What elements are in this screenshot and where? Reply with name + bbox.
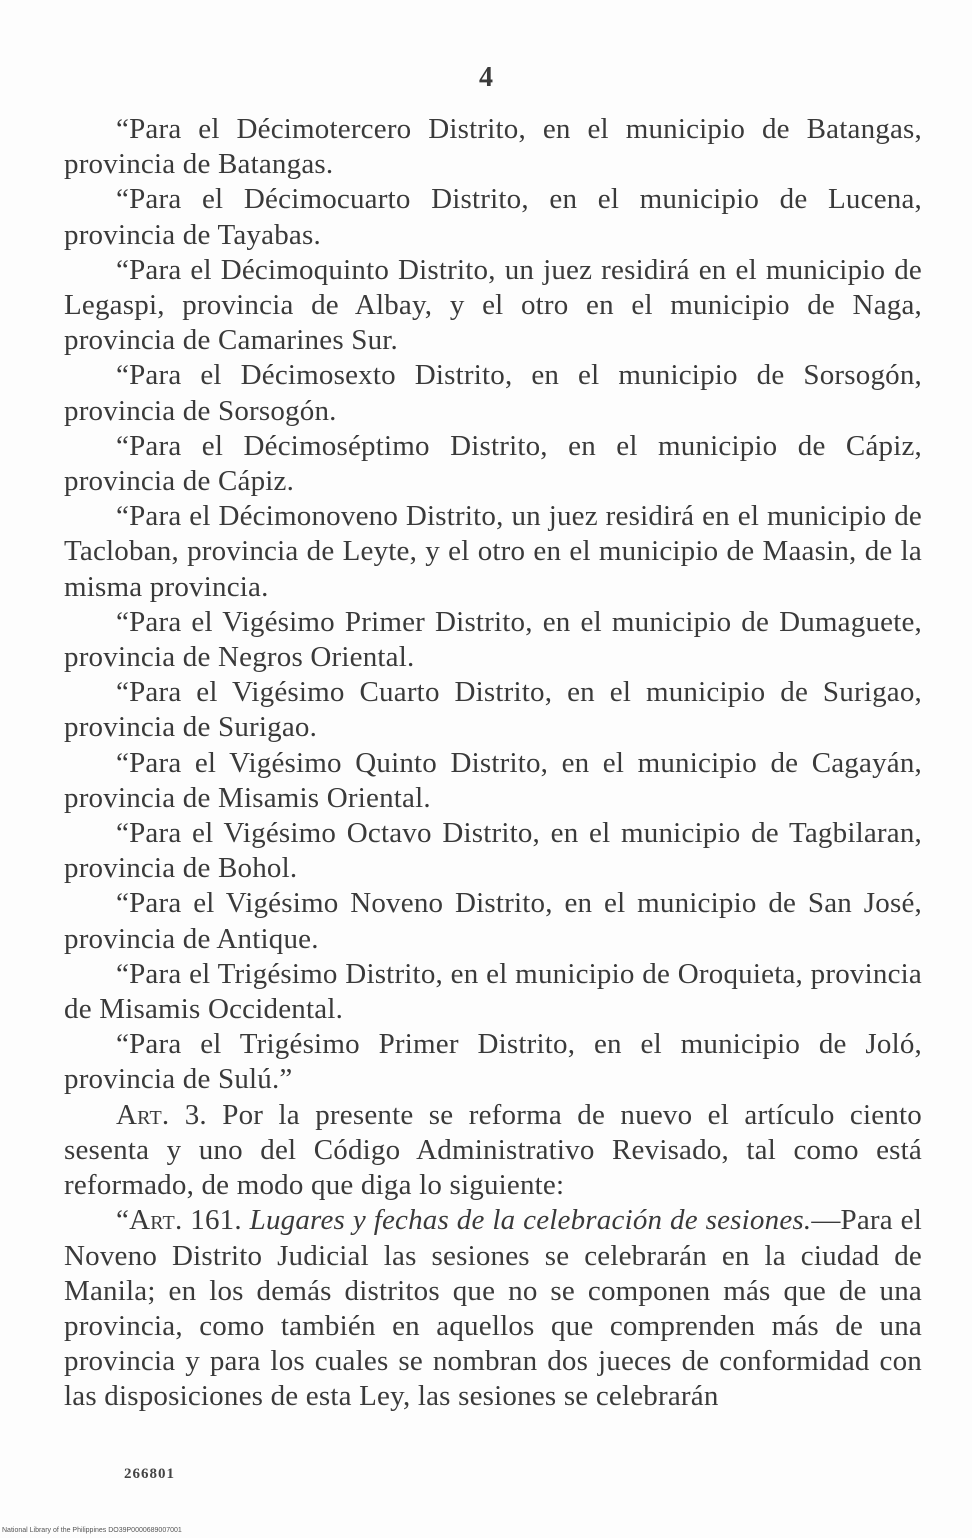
article-161-text: —Para el Noveno Distrito Judicial las sesiones se celebrarán en la ciudad de Manila; en los demás distritos que no se componen más que de una provincia, como también en aquellos que comprenden más de una provincia y para los cuales se nombran dos jueces de conformidad con las disposiciones de esta Ley, las sesiones se celebrarán: [64, 1204, 922, 1413]
article-3-paragraph: [64, 1098, 922, 1204]
paragraph-lucena: “Para el Décimocuarto Distrito, en el municipio de Lucena, provincia de Tayabas.: [64, 183, 922, 251]
paragraph-cagayan: “Para el Vigésimo Quinto Distrito, en el municipio de Cagayán, provincia de Misamis Oriental.: [64, 746, 922, 814]
article-161-heading: Lugares y fechas de la celebración de sesiones.: [249, 1204, 812, 1237]
paragraph-batangas: “Para el Décimotercero Distrito, en el municipio de Batangas, provincia de Batangas.: [64, 113, 922, 181]
paragraph-sorsogon: “Para el Décimosexto Distrito, en el municipio de Sorsogón, provincia de Sorsogón.: [64, 359, 922, 427]
paragraph-capiz: “Para el Décimoséptimo Distrito, en el municipio de Cápiz, provincia de Cápiz.: [64, 429, 922, 498]
printer-signature-mark: 266801: [124, 1466, 175, 1482]
paragraph-legaspi-naga: “Para el Décimoquinto Distrito, un juez residirá en el municipio de Legaspi, provincia de Albay, y el otro en el municipio de Naga, provincia de Camarines Sur.: [64, 253, 922, 357]
article-161-label: Art: [129, 1204, 175, 1237]
article-161-number: . 161.: [174, 1204, 250, 1237]
paragraph-jolo: “Para el Trigésimo Primer Distrito, en el municipio de Joló, provincia de Sulú.”: [64, 1028, 922, 1096]
paragraph-dumaguete: “Para el Vigésimo Primer Distrito, en el municipio de Dumaguete, provincia de Negros Oriental.: [64, 605, 922, 674]
article-3-text: . 3. Por la presente se reforma de nuevo el artículo ciento sesenta y uno del Código Administrativo Revisado, tal como está reformado, de modo que diga lo siguiente:: [64, 1098, 922, 1202]
article-161-paragraph: [64, 1203, 922, 1414]
scan-footer: National Library of the Philippines DO39P0000689007001: [2, 1527, 182, 1534]
body-text: [64, 112, 922, 1415]
paragraph-oroquieta: “Para el Trigésimo Distrito, en el municipio de Oroquieta, provincia de Misamis Occidental.: [64, 957, 922, 1026]
article-161-open-quote: “: [116, 1204, 130, 1237]
article-3-label: Art: [116, 1098, 162, 1131]
paragraph-surigao: “Para el Vigésimo Cuarto Distrito, en el municipio de Surigao, provincia de Surigao.: [64, 676, 922, 744]
paragraph-san-jose: “Para el Vigésimo Noveno Distrito, en el municipio de San José, provincia de Antique.: [64, 887, 922, 955]
paragraph-tagbilaran: “Para el Vigésimo Octavo Distrito, en el municipio de Tagbilaran, provincia de Bohol.: [64, 817, 922, 885]
paragraph-tacloban-maasin: “Para el Décimonoveno Distrito, un juez residirá en el municipio de Tacloban, provincia de Leyte, y el otro en el municipio de Maasin, de la misma provincia.: [64, 500, 922, 603]
page-number: 4: [479, 62, 493, 93]
